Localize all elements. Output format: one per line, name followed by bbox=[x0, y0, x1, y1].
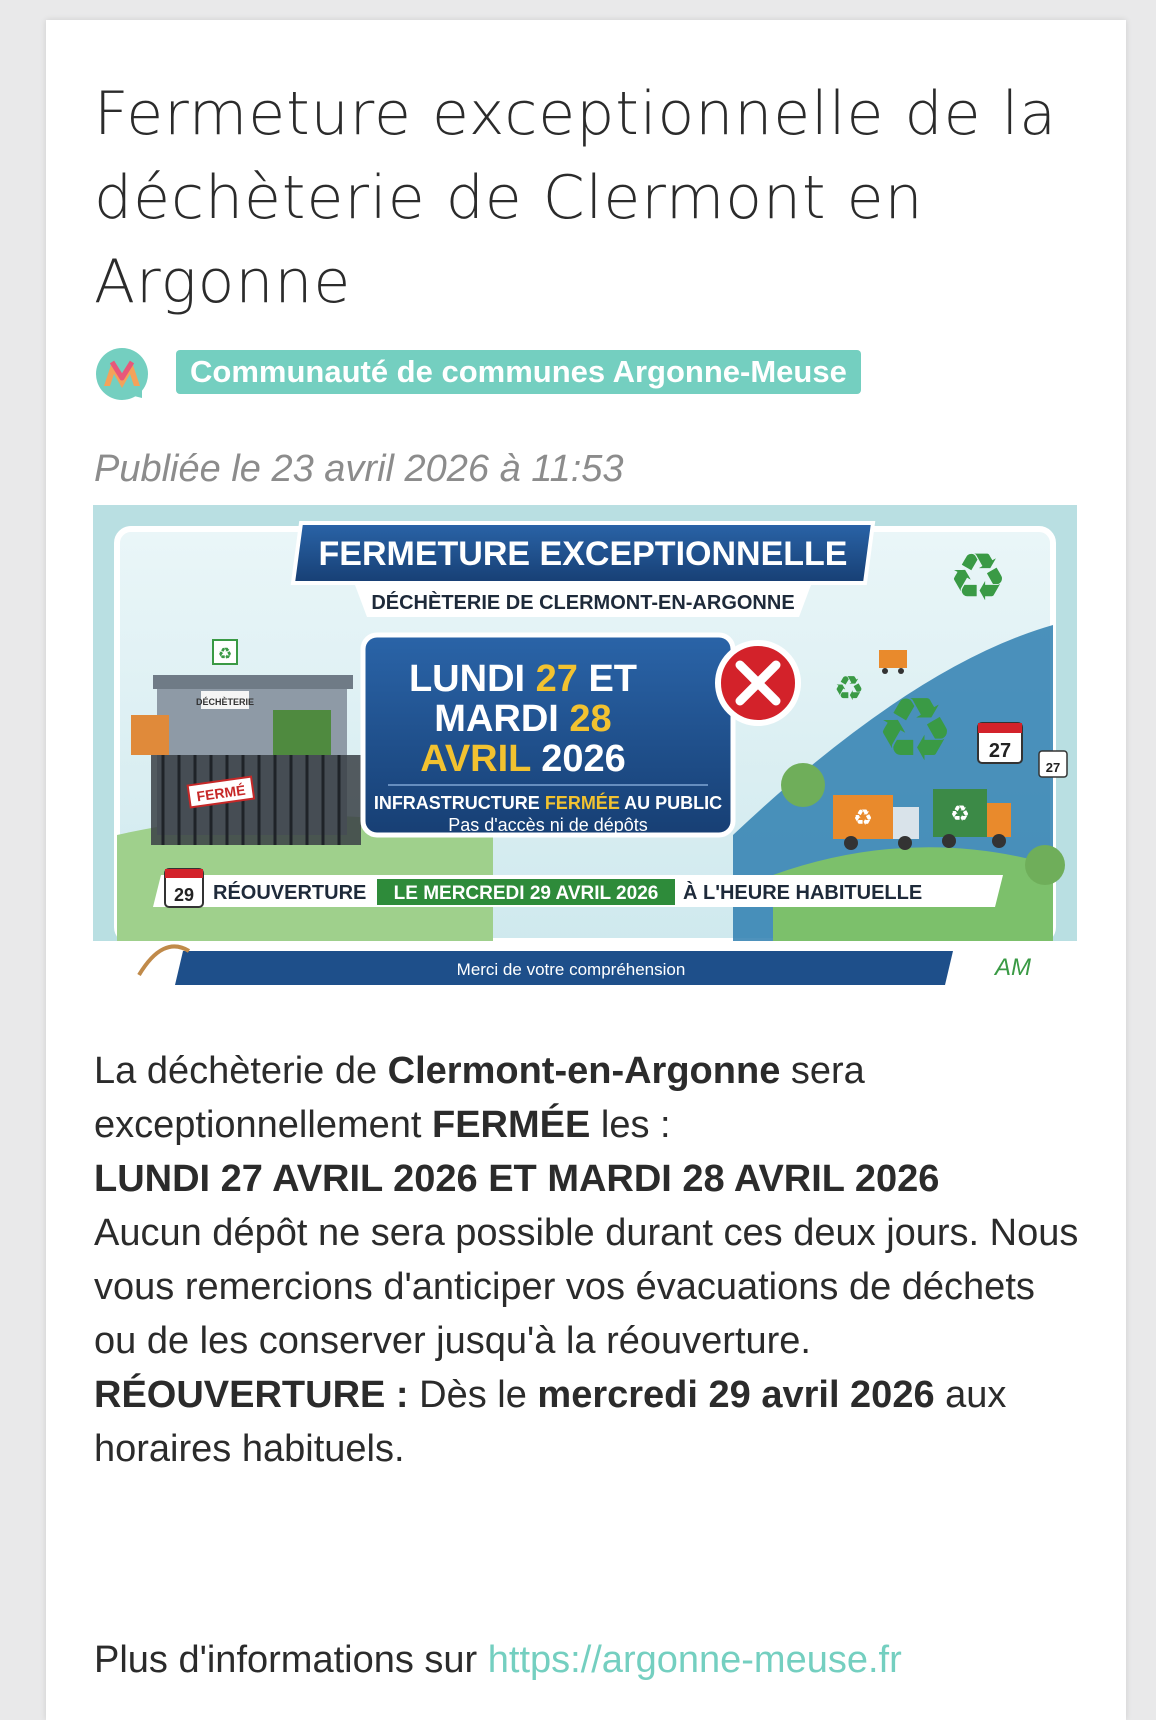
thanks-text: Merci de votre compréhension bbox=[456, 960, 686, 979]
closed-x-icon bbox=[718, 643, 798, 723]
publication-date: Publiée le 23 avril 2026 à 11:53 bbox=[94, 448, 624, 490]
svg-text:27: 27 bbox=[1045, 760, 1061, 775]
more-info: Plus d'informations sur https://argonne-meuse.fr bbox=[94, 1639, 902, 1681]
date-line-1: LUNDI 27 ET bbox=[408, 658, 638, 700]
svg-text:♻: ♻ bbox=[950, 801, 970, 826]
closure-details: Aucun dépôt ne sera possible durant ces deux jours. Nous vous remercions d'anticiper vos évacuations de déchets ou de les conserver jusqu'à la réouverture. bbox=[94, 1212, 1079, 1362]
closed-word: FERMÉE bbox=[432, 1104, 591, 1146]
article-body bbox=[94, 1044, 1084, 1476]
date-line-3: AVRIL 2026 bbox=[420, 738, 626, 780]
author-logo-icon[interactable] bbox=[94, 346, 150, 402]
date-line-2: MARDI 28 bbox=[434, 698, 612, 740]
reopen-calendar-icon bbox=[165, 869, 203, 907]
article-card bbox=[46, 20, 1126, 1720]
reopen-label: RÉOUVERTURE : bbox=[94, 1374, 409, 1416]
svg-text:29: 29 bbox=[173, 885, 195, 905]
closed-sign: FERMÉ bbox=[195, 781, 247, 805]
small-calendar-icon bbox=[1039, 751, 1067, 777]
banner-subheading: DÉCHÈTERIE DE CLERMONT-EN-ARGONNE bbox=[371, 592, 795, 614]
recycle-sign-icon: ♻ bbox=[217, 646, 233, 663]
reopen-label: RÉOUVERTURE bbox=[213, 882, 367, 904]
calendar-icon bbox=[978, 723, 1022, 763]
svg-text:♻: ♻ bbox=[853, 805, 873, 830]
closure-dates: LUNDI 27 AVRIL 2026 ET MARDI 28 AVRIL 2026 bbox=[94, 1158, 940, 1200]
reopen-date: mercredi 29 avril 2026 bbox=[537, 1374, 935, 1416]
reopen-suffix: À L'HEURE HABITUELLE bbox=[683, 882, 923, 904]
site-sign: DÉCHÈTERIE bbox=[195, 697, 255, 707]
author-tag[interactable]: Communauté de communes Argonne-Meuse bbox=[176, 350, 861, 394]
location-name: Clermont-en-Argonne bbox=[387, 1050, 781, 1092]
svg-text:♻: ♻ bbox=[833, 670, 865, 708]
no-access-text: Pas d'accès ni de dépôts bbox=[448, 815, 648, 835]
banner-heading: FERMETURE EXCEPTIONNELLE bbox=[318, 535, 848, 573]
closure-banner bbox=[93, 505, 1077, 985]
reopen-date: LE MERCREDI 29 AVRIL 2026 bbox=[393, 883, 659, 904]
website-link[interactable]: https://argonne-meuse.fr bbox=[487, 1639, 902, 1681]
article-title: Fermeture exceptionnelle de la déchèterie de Clermont en Argonne bbox=[94, 79, 1058, 317]
body-paragraph: La déchèterie de Clermont-en-Argonne sera exceptionnellement FERMÉE les : LUNDI 27 AVRIL 2026 ET MARDI 28 AVRIL 2026 Aucun dépôt ne sera possible durant ces deux jours. Nous vous remercions d'anticiper vos évacuations de déchets ou de les conserver jusqu'à la réouverture. RÉOUVERTURE : Dès le mercredi 29 avril 2026 aux horaires habituels. bbox=[94, 1050, 1079, 1470]
am-logo: AM bbox=[995, 954, 1031, 981]
svg-text:♻: ♻ bbox=[948, 540, 1008, 614]
infra-closed-text: INFRASTRUCTURE FERMÉE AU PUBLIC bbox=[373, 793, 723, 813]
svg-text:♻: ♻ bbox=[875, 680, 955, 779]
svg-text:27: 27 bbox=[988, 740, 1012, 762]
